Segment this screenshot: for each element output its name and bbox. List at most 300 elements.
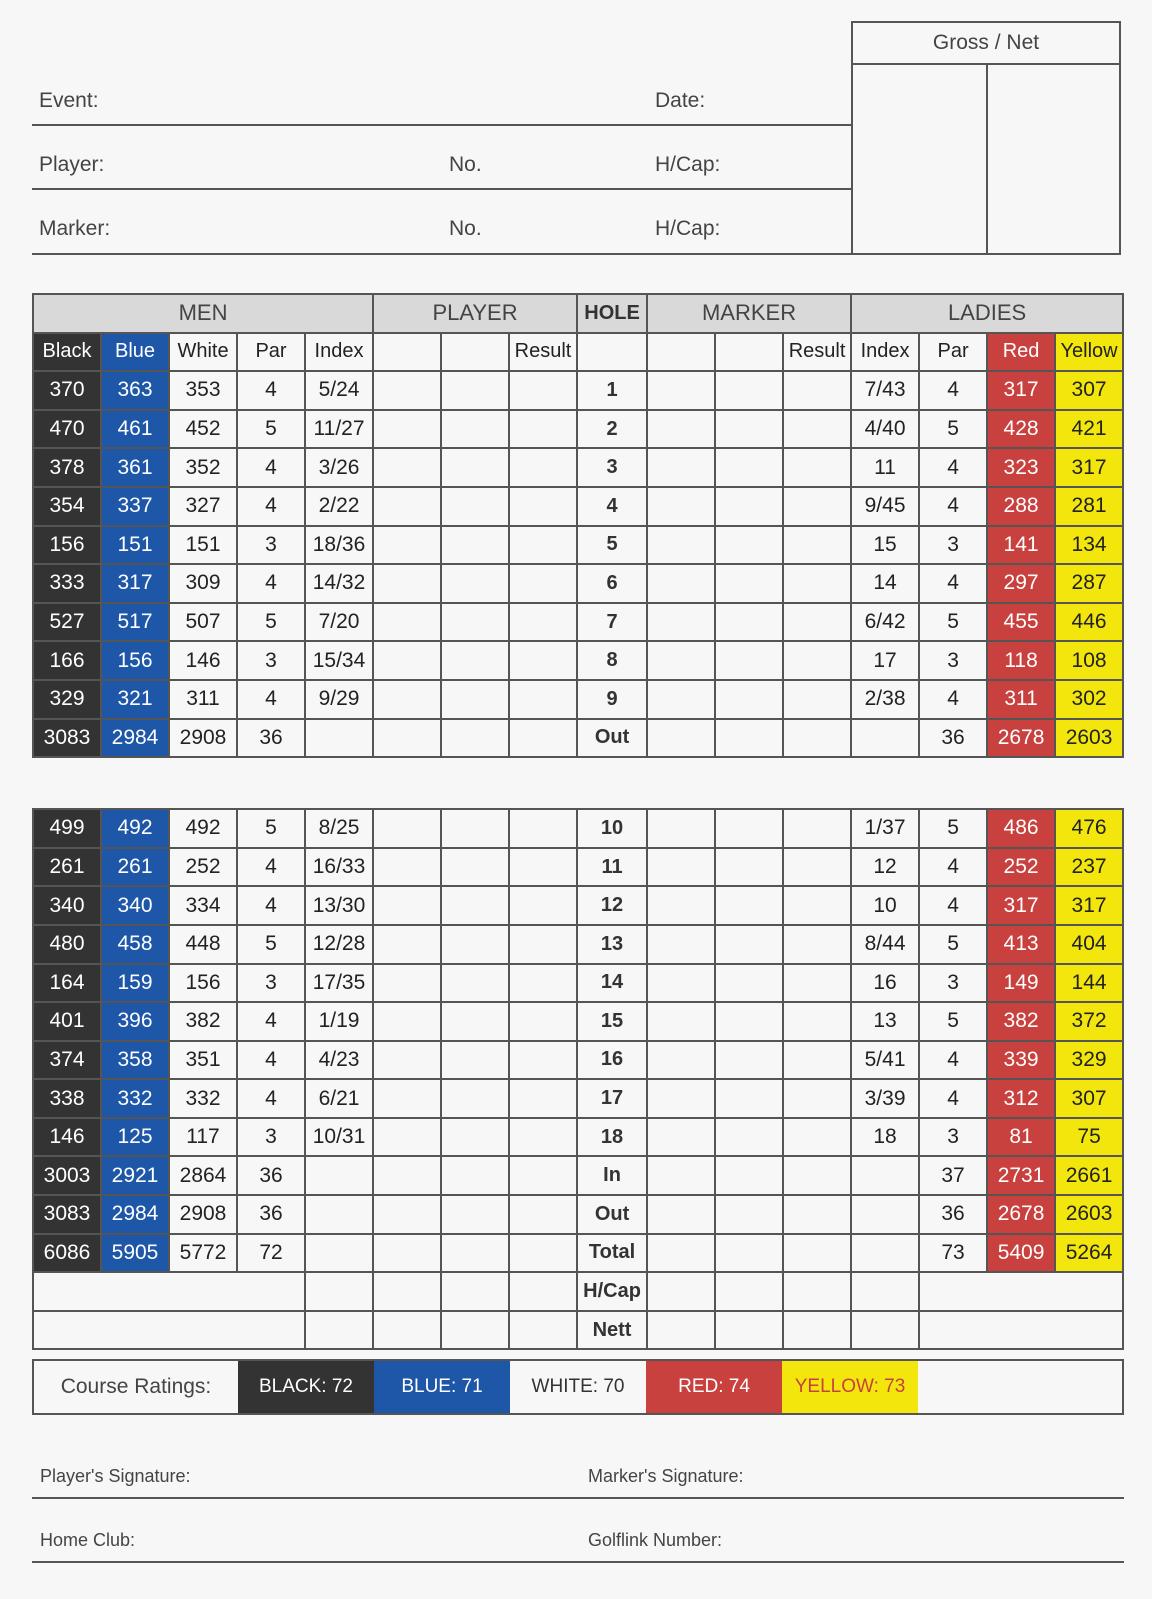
signature-line[interactable] [32, 1497, 1124, 1499]
ladies-index: 17 [851, 641, 919, 680]
marker-result-cell[interactable] [783, 809, 851, 848]
hole-number: 4 [577, 487, 647, 526]
player-result-cell[interactable] [509, 564, 577, 603]
hole-number: Out [577, 1195, 647, 1234]
marker-score-cell[interactable] [715, 526, 783, 565]
player-score-cell[interactable] [441, 564, 509, 603]
marker-result-cell[interactable] [783, 526, 851, 565]
ladies-par: 5 [919, 1002, 987, 1041]
men-index: 9/29 [305, 680, 373, 719]
red-yardage: 455 [987, 603, 1055, 642]
blue-yardage: 159 [101, 964, 169, 1003]
marker-score-cell[interactable] [715, 925, 783, 964]
black-yardage: 470 [33, 410, 101, 449]
marker-score-cell[interactable] [715, 448, 783, 487]
black-yardage: 3083 [33, 719, 101, 758]
men-index [305, 1156, 373, 1195]
red-yardage: 382 [987, 1002, 1055, 1041]
men-index: 2/22 [305, 487, 373, 526]
player-adjust-cell[interactable] [509, 1272, 577, 1311]
black-yardage: 6086 [33, 1234, 101, 1273]
marker-result-cell[interactable] [783, 1118, 851, 1157]
ladies-index: 16 [851, 964, 919, 1003]
marker-score-cell[interactable] [647, 564, 715, 603]
player-score-cell[interactable] [373, 641, 441, 680]
black-yardage: 166 [33, 641, 101, 680]
ladies-par: 4 [919, 1079, 987, 1118]
men-par: 5 [237, 925, 305, 964]
marker-score-cell[interactable] [715, 487, 783, 526]
yellow-yardage: 108 [1055, 641, 1123, 680]
ladies-par: 36 [919, 1195, 987, 1234]
date-label: Date: [655, 89, 706, 112]
player-result-cell[interactable] [509, 809, 577, 848]
player-score-cell[interactable] [373, 1234, 441, 1273]
adjustment-label: Nett [577, 1311, 647, 1350]
marker-result-cell[interactable] [783, 487, 851, 526]
ladies-index-blank [851, 1311, 919, 1350]
player-result-cell[interactable] [509, 719, 577, 758]
total-row [33, 719, 1123, 758]
player-score-cell[interactable] [373, 1195, 441, 1234]
player-score-cell[interactable] [441, 603, 509, 642]
player-line[interactable] [32, 188, 852, 190]
red-yardage: 5409 [987, 1234, 1055, 1273]
player-group-header: PLAYER [373, 294, 577, 333]
hole-group-header: HOLE [577, 294, 647, 333]
marker-score-cell[interactable] [647, 680, 715, 719]
marker-result-cell[interactable] [783, 719, 851, 758]
player-score-cell[interactable] [441, 809, 509, 848]
ladies-par: 5 [919, 809, 987, 848]
yellow-yardage: 287 [1055, 564, 1123, 603]
hole-number: 7 [577, 603, 647, 642]
yellow-yardage: 75 [1055, 1118, 1123, 1157]
red-yardage: 413 [987, 925, 1055, 964]
marker-score-header [715, 333, 783, 372]
ladies-blank-cell [919, 1272, 1123, 1311]
player-result-cell[interactable] [509, 680, 577, 719]
player-score-cell[interactable] [373, 886, 441, 925]
marker-score-cell[interactable] [715, 1234, 783, 1273]
player-score-cell[interactable] [373, 448, 441, 487]
player-score-cell[interactable] [373, 410, 441, 449]
men-index: 10/31 [305, 1118, 373, 1157]
player-label: Player: [39, 153, 105, 176]
blue-yardage: 396 [101, 1002, 169, 1041]
adjustment-row [33, 1311, 1123, 1350]
marker-result-cell[interactable] [783, 448, 851, 487]
men-par: 36 [237, 1195, 305, 1234]
men-index: 11/27 [305, 410, 373, 449]
marker-result-cell[interactable] [783, 564, 851, 603]
rating-red: RED: 74 [646, 1361, 782, 1413]
ladies-index: 4/40 [851, 410, 919, 449]
player-score-cell[interactable] [373, 848, 441, 887]
player-score-cell[interactable] [441, 886, 509, 925]
ladies-index: 6/42 [851, 603, 919, 642]
hole-number: 5 [577, 526, 647, 565]
marker-score-cell[interactable] [715, 1118, 783, 1157]
blue-yardage: 2984 [101, 1195, 169, 1234]
hole-row [33, 487, 1123, 526]
white-yardage: 309 [169, 564, 237, 603]
marker-result-cell[interactable] [783, 1079, 851, 1118]
marker-score-cell[interactable] [647, 964, 715, 1003]
yellow-yardage: 237 [1055, 848, 1123, 887]
marker-result-cell[interactable] [783, 925, 851, 964]
marker-score-cell[interactable] [715, 641, 783, 680]
player-score-cell[interactable] [373, 371, 441, 410]
marker-adjust-cell[interactable] [783, 1311, 851, 1350]
player-result-cell[interactable] [509, 1002, 577, 1041]
marker-adjust-cell[interactable] [715, 1272, 783, 1311]
marker-result-cell[interactable] [783, 1041, 851, 1080]
player-result-cell[interactable] [509, 1195, 577, 1234]
player-score-cell[interactable] [441, 526, 509, 565]
player-score-cell[interactable] [373, 680, 441, 719]
marker-result-cell[interactable] [783, 603, 851, 642]
gross-score-field[interactable] [853, 63, 986, 253]
player-result-header: Result [509, 333, 577, 372]
ladies-par: 36 [919, 719, 987, 758]
men-index: 3/26 [305, 448, 373, 487]
marker-score-cell[interactable] [647, 886, 715, 925]
marker-score-cell[interactable] [647, 1118, 715, 1157]
hole-number: 11 [577, 848, 647, 887]
hole-number: 3 [577, 448, 647, 487]
marker-score-cell[interactable] [647, 719, 715, 758]
black-yardage: 401 [33, 1002, 101, 1041]
player-score-cell[interactable] [441, 1041, 509, 1080]
yellow-yardage: 281 [1055, 487, 1123, 526]
player-score-cell[interactable] [373, 719, 441, 758]
red-yardage: 2731 [987, 1156, 1055, 1195]
hole-number: 14 [577, 964, 647, 1003]
blue-yardage: 358 [101, 1041, 169, 1080]
black-yardage: 333 [33, 564, 101, 603]
marker-score-cell[interactable] [715, 564, 783, 603]
player-score-cell[interactable] [373, 487, 441, 526]
yellow-yardage: 372 [1055, 1002, 1123, 1041]
men-index: 15/34 [305, 641, 373, 680]
hole-number: 18 [577, 1118, 647, 1157]
yellow-yardage: 476 [1055, 809, 1123, 848]
marker-result-cell[interactable] [783, 641, 851, 680]
men-par: 3 [237, 641, 305, 680]
marker-result-cell[interactable] [783, 680, 851, 719]
player-score-cell[interactable] [373, 1002, 441, 1041]
ladies-par: 4 [919, 564, 987, 603]
marker-result-cell[interactable] [783, 1156, 851, 1195]
player-score-cell[interactable] [441, 719, 509, 758]
player-result-cell[interactable] [509, 1079, 577, 1118]
player-no-label: No. [449, 153, 482, 176]
blue-tee-header: Blue [101, 333, 169, 372]
player-score-cell[interactable] [373, 564, 441, 603]
men-index: 12/28 [305, 925, 373, 964]
men-par: 5 [237, 410, 305, 449]
ladies-index: 8/44 [851, 925, 919, 964]
player-score-cell[interactable] [441, 487, 509, 526]
marker-score-cell[interactable] [715, 371, 783, 410]
marker-score-cell[interactable] [715, 886, 783, 925]
men-par: 72 [237, 1234, 305, 1273]
marker-score-cell[interactable] [715, 410, 783, 449]
player-score-cell[interactable] [373, 1156, 441, 1195]
player-adjust-cell[interactable] [509, 1311, 577, 1350]
player-adjust-cell[interactable] [441, 1272, 509, 1311]
marker-score-cell[interactable] [715, 680, 783, 719]
marker-line[interactable] [32, 253, 852, 255]
hole-number: 1 [577, 371, 647, 410]
player-score-cell[interactable] [441, 925, 509, 964]
player-score-cell[interactable] [373, 1118, 441, 1157]
red-tee-header: Red [987, 333, 1055, 372]
marker-score-cell[interactable] [715, 1156, 783, 1195]
red-yardage: 149 [987, 964, 1055, 1003]
marker-score-cell[interactable] [715, 719, 783, 758]
marker-score-cell[interactable] [715, 1195, 783, 1234]
men-index-header: Index [305, 333, 373, 372]
marker-score-cell[interactable] [647, 526, 715, 565]
white-yardage: 146 [169, 641, 237, 680]
yellow-yardage: 134 [1055, 526, 1123, 565]
marker-score-cell[interactable] [715, 964, 783, 1003]
hole-row [33, 680, 1123, 719]
blue-yardage: 151 [101, 526, 169, 565]
ladies-index: 15 [851, 526, 919, 565]
ladies-index: 10 [851, 886, 919, 925]
ladies-par: 4 [919, 848, 987, 887]
player-score-cell[interactable] [441, 1079, 509, 1118]
blue-yardage: 332 [101, 1079, 169, 1118]
marker-score-cell[interactable] [715, 603, 783, 642]
player-score-cell[interactable] [441, 448, 509, 487]
men-index: 7/20 [305, 603, 373, 642]
marker-score-cell[interactable] [715, 1041, 783, 1080]
black-yardage: 156 [33, 526, 101, 565]
ladies-par: 3 [919, 641, 987, 680]
player-score-cell[interactable] [373, 526, 441, 565]
hole-number: 13 [577, 925, 647, 964]
hole-row [33, 564, 1123, 603]
hole-row [33, 964, 1123, 1003]
red-yardage: 428 [987, 410, 1055, 449]
ladies-par: 73 [919, 1234, 987, 1273]
marker-score-cell[interactable] [647, 371, 715, 410]
marker-score-cell[interactable] [647, 1195, 715, 1234]
player-adjust-cell[interactable] [373, 1311, 441, 1350]
men-index [305, 1234, 373, 1273]
player-score-cell[interactable] [373, 925, 441, 964]
player-score-cell[interactable] [373, 1079, 441, 1118]
ladies-index: 5/41 [851, 1041, 919, 1080]
course-ratings-label: Course Ratings: [60, 1375, 212, 1398]
marker-score-cell[interactable] [715, 848, 783, 887]
club-line[interactable] [32, 1561, 1124, 1563]
marker-score-cell[interactable] [647, 487, 715, 526]
men-par: 3 [237, 1118, 305, 1157]
red-yardage: 323 [987, 448, 1055, 487]
player-result-cell[interactable] [509, 410, 577, 449]
player-adjust-cell[interactable] [373, 1272, 441, 1311]
ladies-par: 5 [919, 410, 987, 449]
marker-result-cell[interactable] [783, 1195, 851, 1234]
marker-score-cell[interactable] [647, 1002, 715, 1041]
yellow-yardage: 404 [1055, 925, 1123, 964]
player-score-cell[interactable] [441, 848, 509, 887]
marker-score-cell[interactable] [647, 809, 715, 848]
men-index: 14/32 [305, 564, 373, 603]
yellow-yardage: 317 [1055, 886, 1123, 925]
ladies-par: 37 [919, 1156, 987, 1195]
marker-score-cell[interactable] [715, 809, 783, 848]
men-par: 4 [237, 564, 305, 603]
player-score-header [373, 333, 441, 372]
hole-row [33, 1079, 1123, 1118]
marker-score-cell[interactable] [647, 1079, 715, 1118]
player-score-cell[interactable] [441, 964, 509, 1003]
player-result-cell[interactable] [509, 1041, 577, 1080]
marker-score-cell[interactable] [647, 410, 715, 449]
marker-result-cell[interactable] [783, 1234, 851, 1273]
player-score-cell[interactable] [373, 1041, 441, 1080]
player-result-cell[interactable] [509, 886, 577, 925]
hole-row [33, 925, 1123, 964]
event-line[interactable] [32, 124, 852, 126]
men-index [305, 719, 373, 758]
player-result-cell[interactable] [509, 641, 577, 680]
blue-yardage: 461 [101, 410, 169, 449]
marker-score-cell[interactable] [647, 1234, 715, 1273]
blue-yardage: 317 [101, 564, 169, 603]
player-score-header [441, 333, 509, 372]
player-adjust-cell[interactable] [441, 1311, 509, 1350]
red-yardage: 2678 [987, 1195, 1055, 1234]
ladies-index [851, 1234, 919, 1273]
marker-adjust-cell[interactable] [715, 1311, 783, 1350]
marker-score-cell[interactable] [715, 1079, 783, 1118]
player-score-cell[interactable] [441, 1156, 509, 1195]
marker-adjust-cell[interactable] [647, 1272, 715, 1311]
blue-yardage: 156 [101, 641, 169, 680]
player-result-cell[interactable] [509, 964, 577, 1003]
marker-score-cell[interactable] [647, 641, 715, 680]
men-par: 4 [237, 1079, 305, 1118]
total-row [33, 1234, 1123, 1273]
marker-score-cell[interactable] [647, 848, 715, 887]
men-par: 4 [237, 448, 305, 487]
player-result-cell[interactable] [509, 448, 577, 487]
player-score-cell[interactable] [441, 1234, 509, 1273]
black-yardage: 338 [33, 1079, 101, 1118]
player-result-cell[interactable] [509, 603, 577, 642]
player-score-cell[interactable] [441, 1002, 509, 1041]
blue-yardage: 5905 [101, 1234, 169, 1273]
hole-row [33, 410, 1123, 449]
hole-row [33, 448, 1123, 487]
blue-yardage: 340 [101, 886, 169, 925]
white-yardage: 2864 [169, 1156, 237, 1195]
player-hcap-label: H/Cap: [655, 153, 721, 176]
marker-result-cell[interactable] [783, 1002, 851, 1041]
player-result-cell[interactable] [509, 1118, 577, 1157]
marker-result-cell[interactable] [783, 371, 851, 410]
marker-score-cell[interactable] [647, 603, 715, 642]
men-index-blank [305, 1272, 373, 1311]
marker-adjust-cell[interactable] [647, 1311, 715, 1350]
player-result-cell[interactable] [509, 1156, 577, 1195]
marker-result-cell[interactable] [783, 886, 851, 925]
hole-number: 9 [577, 680, 647, 719]
marker-score-cell[interactable] [715, 1002, 783, 1041]
red-yardage: 486 [987, 809, 1055, 848]
men-par: 5 [237, 809, 305, 848]
men-index: 17/35 [305, 964, 373, 1003]
player-score-cell[interactable] [441, 641, 509, 680]
event-label: Event: [39, 89, 99, 112]
black-yardage: 329 [33, 680, 101, 719]
player-score-cell[interactable] [373, 964, 441, 1003]
hole-number-header [577, 333, 647, 372]
total-row [33, 1156, 1123, 1195]
player-score-cell[interactable] [441, 410, 509, 449]
golflink-number-label: Golflink Number: [588, 1530, 723, 1550]
hole-row [33, 848, 1123, 887]
fold-separator [33, 757, 1123, 809]
gross-net-box [851, 21, 1121, 255]
player-score-cell[interactable] [373, 809, 441, 848]
marker-result-cell[interactable] [783, 848, 851, 887]
player-result-cell[interactable] [509, 848, 577, 887]
player-result-cell[interactable] [509, 925, 577, 964]
marker-adjust-cell[interactable] [783, 1272, 851, 1311]
hole-row [33, 641, 1123, 680]
player-score-cell[interactable] [441, 1195, 509, 1234]
player-score-cell[interactable] [441, 371, 509, 410]
yellow-yardage: 446 [1055, 603, 1123, 642]
white-yardage: 156 [169, 964, 237, 1003]
player-result-cell[interactable] [509, 1234, 577, 1273]
marker-score-cell[interactable] [647, 1156, 715, 1195]
marker-score-cell[interactable] [647, 448, 715, 487]
marker-result-cell[interactable] [783, 410, 851, 449]
player-result-cell[interactable] [509, 487, 577, 526]
marker-result-cell[interactable] [783, 964, 851, 1003]
white-yardage: 351 [169, 1041, 237, 1080]
ladies-index: 12 [851, 848, 919, 887]
marker-score-cell[interactable] [647, 925, 715, 964]
gross-net-title: Gross / Net [853, 23, 1119, 65]
player-result-cell[interactable] [509, 526, 577, 565]
men-blank-cell [33, 1311, 305, 1350]
net-score-field[interactable] [988, 63, 1119, 253]
marker-score-cell[interactable] [647, 1041, 715, 1080]
player-score-cell[interactable] [441, 1118, 509, 1157]
men-index: 5/24 [305, 371, 373, 410]
yellow-yardage: 307 [1055, 1079, 1123, 1118]
marker-score-header [647, 333, 715, 372]
player-score-cell[interactable] [441, 680, 509, 719]
column-header-row [33, 333, 1123, 372]
rating-yellow: YELLOW: 73 [782, 1361, 918, 1413]
yellow-yardage: 302 [1055, 680, 1123, 719]
player-result-cell[interactable] [509, 371, 577, 410]
hole-row [33, 371, 1123, 410]
player-score-cell[interactable] [373, 603, 441, 642]
hole-number: 12 [577, 886, 647, 925]
